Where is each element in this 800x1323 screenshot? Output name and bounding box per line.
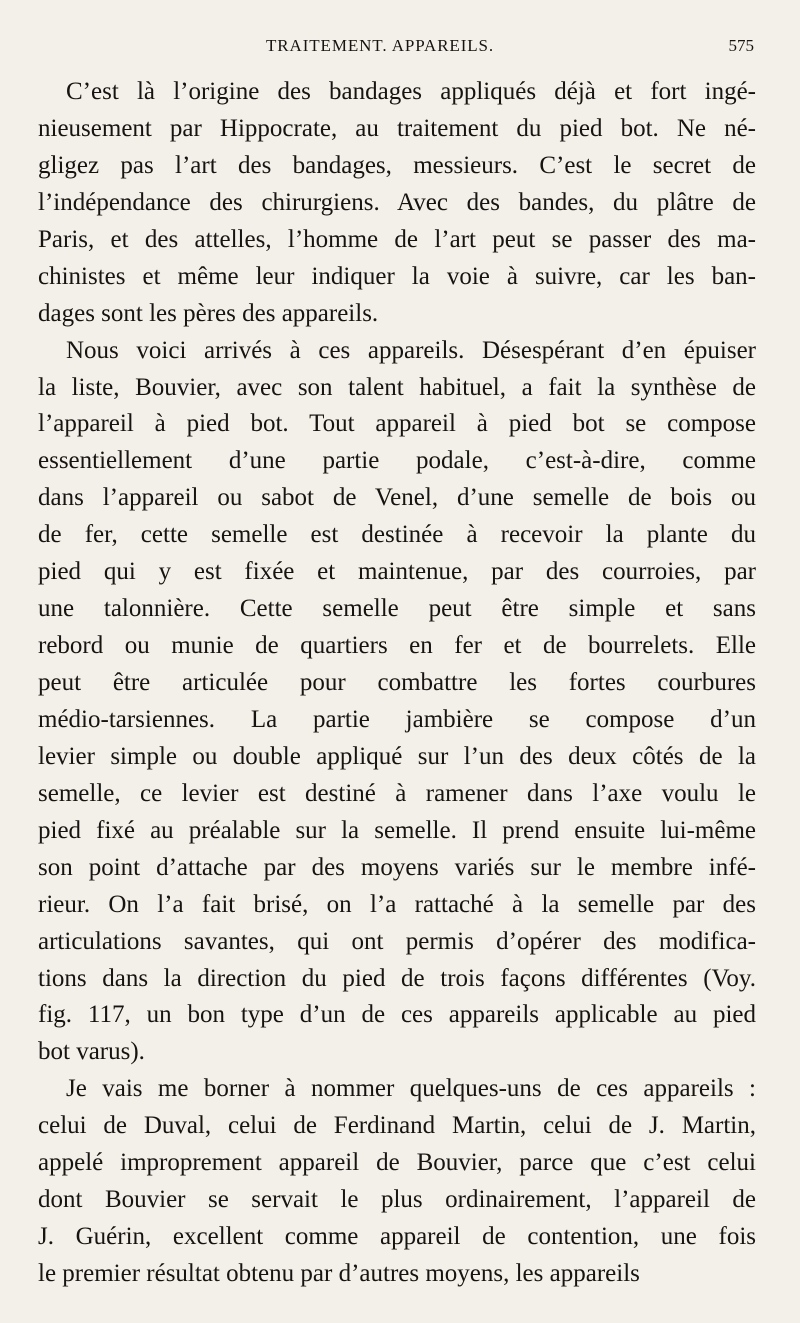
text-line: tions dans la direction du pied de trois façons différentes (Voy. [38, 964, 756, 992]
text-line: pied qui y est fixée et maintenue, par des courroies, par [38, 558, 756, 586]
text-line: nieusement par Hippocrate, au traitement du pied bot. Ne né- [38, 114, 756, 142]
text-line: C’est là l’origine des bandages appliqués déjà et fort ingé- [66, 78, 756, 105]
text-line: dages sont les pères des appareils. [38, 299, 379, 327]
running-head: TRAITEMENT. APPAREILS. [266, 36, 495, 55]
text-line: chinistes et même leur indiquer la voie à suivre, car les ban- [38, 262, 756, 290]
text-line: Je vais me borner à nommer quelques-uns de ces appareils : [66, 1075, 756, 1103]
text-line: gligez pas l’art des bandages, messieurs. C’est le secret de [38, 151, 756, 179]
body-text [38, 74, 756, 1293]
text-line: une talonnière. Cette semelle peut être simple et sans [38, 595, 756, 623]
text-line: médio-tarsiennes. La partie jambière se compose d’un [38, 705, 756, 733]
paragraph [38, 333, 756, 1072]
text-line: dans l’appareil ou sabot de Venel, d’une semelle de bois ou [38, 484, 756, 512]
page-header [40, 36, 754, 60]
paragraph [38, 74, 756, 333]
text-line: articulations savantes, qui ont permis d’opérer des modifica- [38, 927, 756, 955]
text-line: semelle, ce levier est destiné à ramener dans l’axe voulu le [38, 779, 756, 807]
text-line: la liste, Bouvier, avec son talent habituel, a fait la synthèse de [38, 373, 756, 401]
text-line: essentiellement d’une partie podale, c’est-à-dire, comme [38, 447, 756, 475]
paragraph [38, 1071, 756, 1293]
text-line: levier simple ou double appliqué sur l’un des deux côtés de la [38, 742, 756, 770]
text-line: dont Bouvier se servait le plus ordinairement, l’appareil de [38, 1186, 756, 1214]
text-line: rieur. On l’a fait brisé, on l’a rattaché à la semelle par des [38, 890, 756, 918]
text-line: le premier résultat obtenu par d’autres moyens, les appareils [38, 1260, 640, 1287]
text-line: peut être articulée pour combattre les fortes courbures [38, 669, 756, 696]
text-line: J. Guérin, excellent comme appareil de contention, une fois [38, 1223, 756, 1251]
page-number: 575 [728, 36, 754, 55]
text-line: Nous voici arrivés à ces appareils. Désespérant d’en épuiser [66, 336, 756, 364]
text-line: appelé improprement appareil de Bouvier, parce que c’est celui [38, 1149, 756, 1177]
text-line: pied fixé au préalable sur la semelle. Il prend ensuite lui-même [38, 816, 756, 844]
text-line: rebord ou munie de quartiers en fer et de bourrelets. Elle [38, 632, 756, 660]
text-line: bot varus). [38, 1038, 145, 1066]
text-line: son point d’attache par des moyens variés sur le membre infé- [38, 853, 756, 881]
text-line: celui de Duval, celui de Ferdinand Martin, celui de J. Martin, [38, 1112, 756, 1140]
text-line: fig. 117, un bon type d’un de ces appareils applicable au pied [38, 1001, 756, 1029]
text-line: l’appareil à pied bot. Tout appareil à pied bot se compose [38, 410, 756, 438]
text-line: Paris, et des attelles, l’homme de l’art peut se passer des ma- [38, 225, 756, 253]
text-line: de fer, cette semelle est destinée à recevoir la plante du [38, 521, 756, 549]
text-line: l’indépendance des chirurgiens. Avec des bandes, du plâtre de [38, 188, 756, 216]
